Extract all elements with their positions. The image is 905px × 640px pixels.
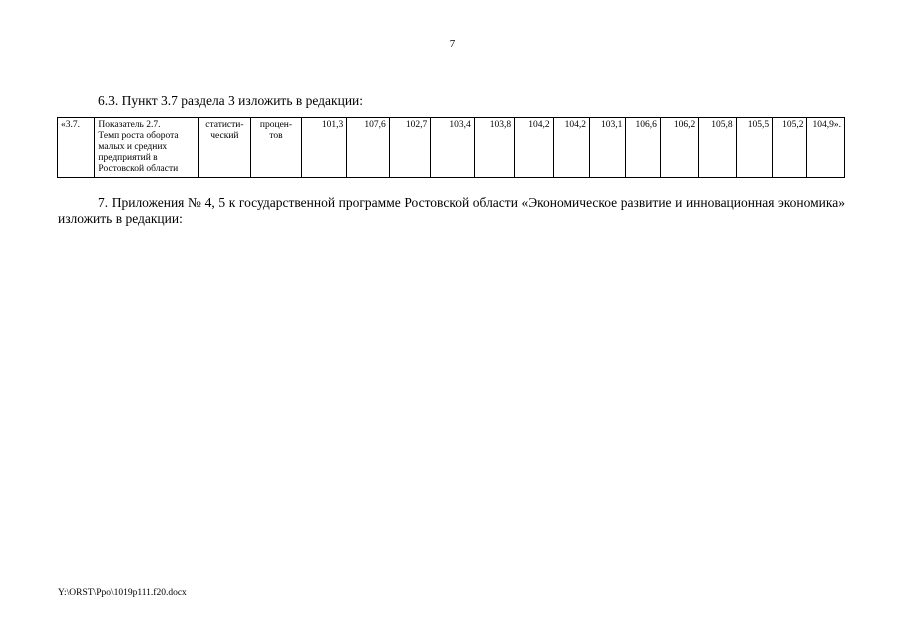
cell-value: 106,2 [660, 118, 698, 178]
type-line: статисти- [205, 120, 244, 130]
cell-value: 107,6 [347, 118, 389, 178]
cell-unit [251, 118, 302, 178]
indicator-line: Ростовской области [98, 164, 179, 174]
type-line: ческий [210, 131, 239, 141]
cell-value: 105,2 [773, 118, 807, 178]
page-number: 7 [449, 38, 456, 50]
cell-indicator [95, 118, 198, 178]
paragraph-7: 7. Приложения № 4, 5 к государственной программе Ростовской области «Экономическое развитие и инновационная экономика» изложить в редакции: [58, 195, 845, 226]
unit-line: тов [269, 131, 283, 141]
cell-value: 104,2 [515, 118, 553, 178]
cell-value: 101,3 [301, 118, 347, 178]
cell-value: 105,8 [699, 118, 736, 178]
cell-value: 106,6 [626, 118, 660, 178]
indicator-table [57, 117, 845, 178]
cell-value: 104,9». [807, 118, 845, 178]
table-row [58, 118, 845, 178]
footer-file-path: Y:\ORST\Ppo\1019p111.f20.docx [58, 588, 187, 598]
cell-value: 105,5 [736, 118, 772, 178]
cell-value: 103,4 [431, 118, 474, 178]
indicator-line: предприятий в [98, 153, 158, 163]
indicator-line: Показатель 2.7. [98, 120, 161, 130]
cell-value: 104,2 [553, 118, 589, 178]
cell-index: «3.7. [58, 118, 95, 178]
paragraph-6-3: 6.3. Пункт 3.7 раздела 3 изложить в редакции: [98, 93, 364, 108]
indicator-line: Темп роста оборота [98, 131, 179, 141]
indicator-line: малых и средних [98, 142, 168, 152]
cell-type [198, 118, 251, 178]
cell-value: 102,7 [389, 118, 430, 178]
unit-line: процен- [259, 120, 293, 130]
cell-value: 103,1 [590, 118, 626, 178]
cell-value: 103,8 [474, 118, 514, 178]
